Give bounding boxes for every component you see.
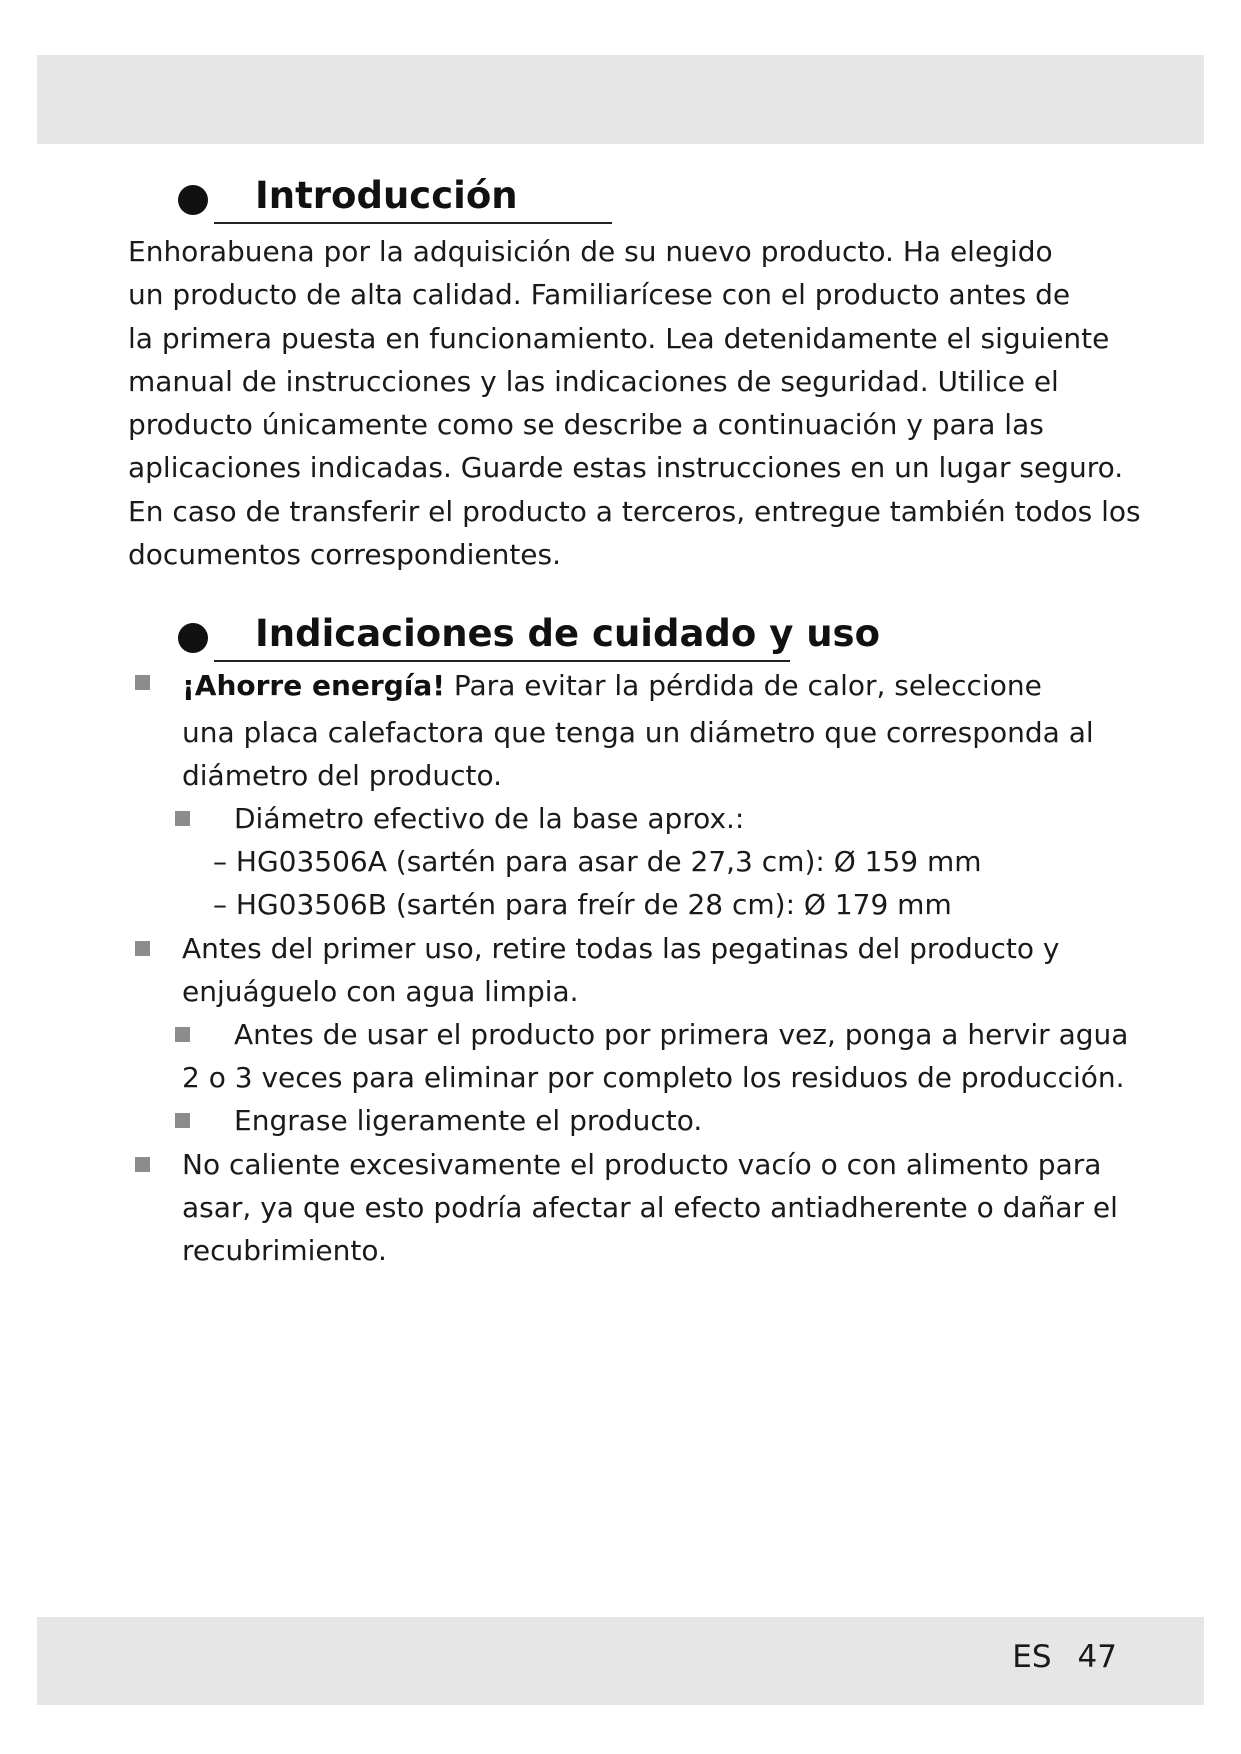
square-bullet <box>135 675 150 690</box>
paragraph-line: documentos correspondientes. <box>128 538 562 572</box>
page-number: 47 <box>1077 1639 1117 1675</box>
sub-item-line: Diámetro efectivo de la base aprox.: <box>234 802 745 835</box>
heading-text: Indicaciones de cuidado y uso <box>255 612 880 655</box>
square-bullet <box>135 941 150 956</box>
list-item-line: diámetro del producto. <box>182 759 503 792</box>
paragraph-line: En caso de transferir el producto a terceros, entregue también todos los <box>128 494 1141 528</box>
intro-paragraph <box>128 230 1141 576</box>
list-item-line: No caliente excesivamente el producto vacío o con alimento para <box>182 1148 1102 1181</box>
sub-item-line: Engrase ligeramente el producto. <box>234 1104 703 1137</box>
paragraph-line: la primera puesta en funcionamiento. Lea detenidamente el siguiente <box>128 321 1110 355</box>
footer <box>1012 1635 1117 1679</box>
list-item-line <box>182 664 1042 707</box>
paragraph-line: manual de instrucciones y las indicaciones de seguridad. Utilice el <box>128 364 1059 398</box>
list-item-line: Antes del primer uso, retire todas las pegatinas del producto y <box>182 932 1060 965</box>
sub-item-line: Antes de usar el producto por primera vez, ponga a hervir agua <box>234 1018 1129 1051</box>
heading-text: Introducción <box>255 174 518 217</box>
language-code: ES <box>1012 1639 1052 1675</box>
square-bullet <box>175 1027 190 1042</box>
paragraph-line: aplicaciones indicadas. Guarde estas instrucciones en un lugar seguro. <box>128 451 1124 485</box>
list-item-line: una placa calefactora que tenga un diámetro que corresponda al <box>182 716 1094 749</box>
square-bullet <box>135 1157 150 1172</box>
item-text: Para evitar la pérdida de calor, seleccione <box>445 669 1042 702</box>
list-item-line: recubrimiento. <box>182 1234 387 1267</box>
header-band <box>37 55 1204 144</box>
paragraph-line: un producto de alta calidad. Familiarícese con el producto antes de <box>128 278 1071 312</box>
square-bullet <box>175 1113 190 1128</box>
paragraph-line: Enhorabuena por la adquisición de su nuevo producto. Ha elegido <box>128 235 1053 268</box>
heading-bullet-dot <box>178 623 208 653</box>
dash-item-line: – HG03506B (sartén para freír de 28 cm): Ø 179 mm <box>213 888 952 921</box>
square-bullet <box>175 811 190 826</box>
heading-bullet-dot <box>178 185 208 215</box>
bold-lead-text: ¡Ahorre energía! <box>182 669 445 702</box>
dash-item-line: – HG03506A (sartén para asar de 27,3 cm): Ø 159 mm <box>213 845 982 878</box>
list-item-line: enjuáguelo con agua limpia. <box>182 975 579 1008</box>
sub-item-line: 2 o 3 veces para eliminar por completo los residuos de producción. <box>182 1061 1125 1094</box>
heading-underline <box>214 222 612 224</box>
paragraph-line: producto únicamente como se describe a continuación y para las <box>128 408 1044 442</box>
list-item-line: asar, ya que esto podría afectar al efecto antiadherente o dañar el <box>182 1191 1118 1224</box>
heading-underline <box>214 660 790 662</box>
